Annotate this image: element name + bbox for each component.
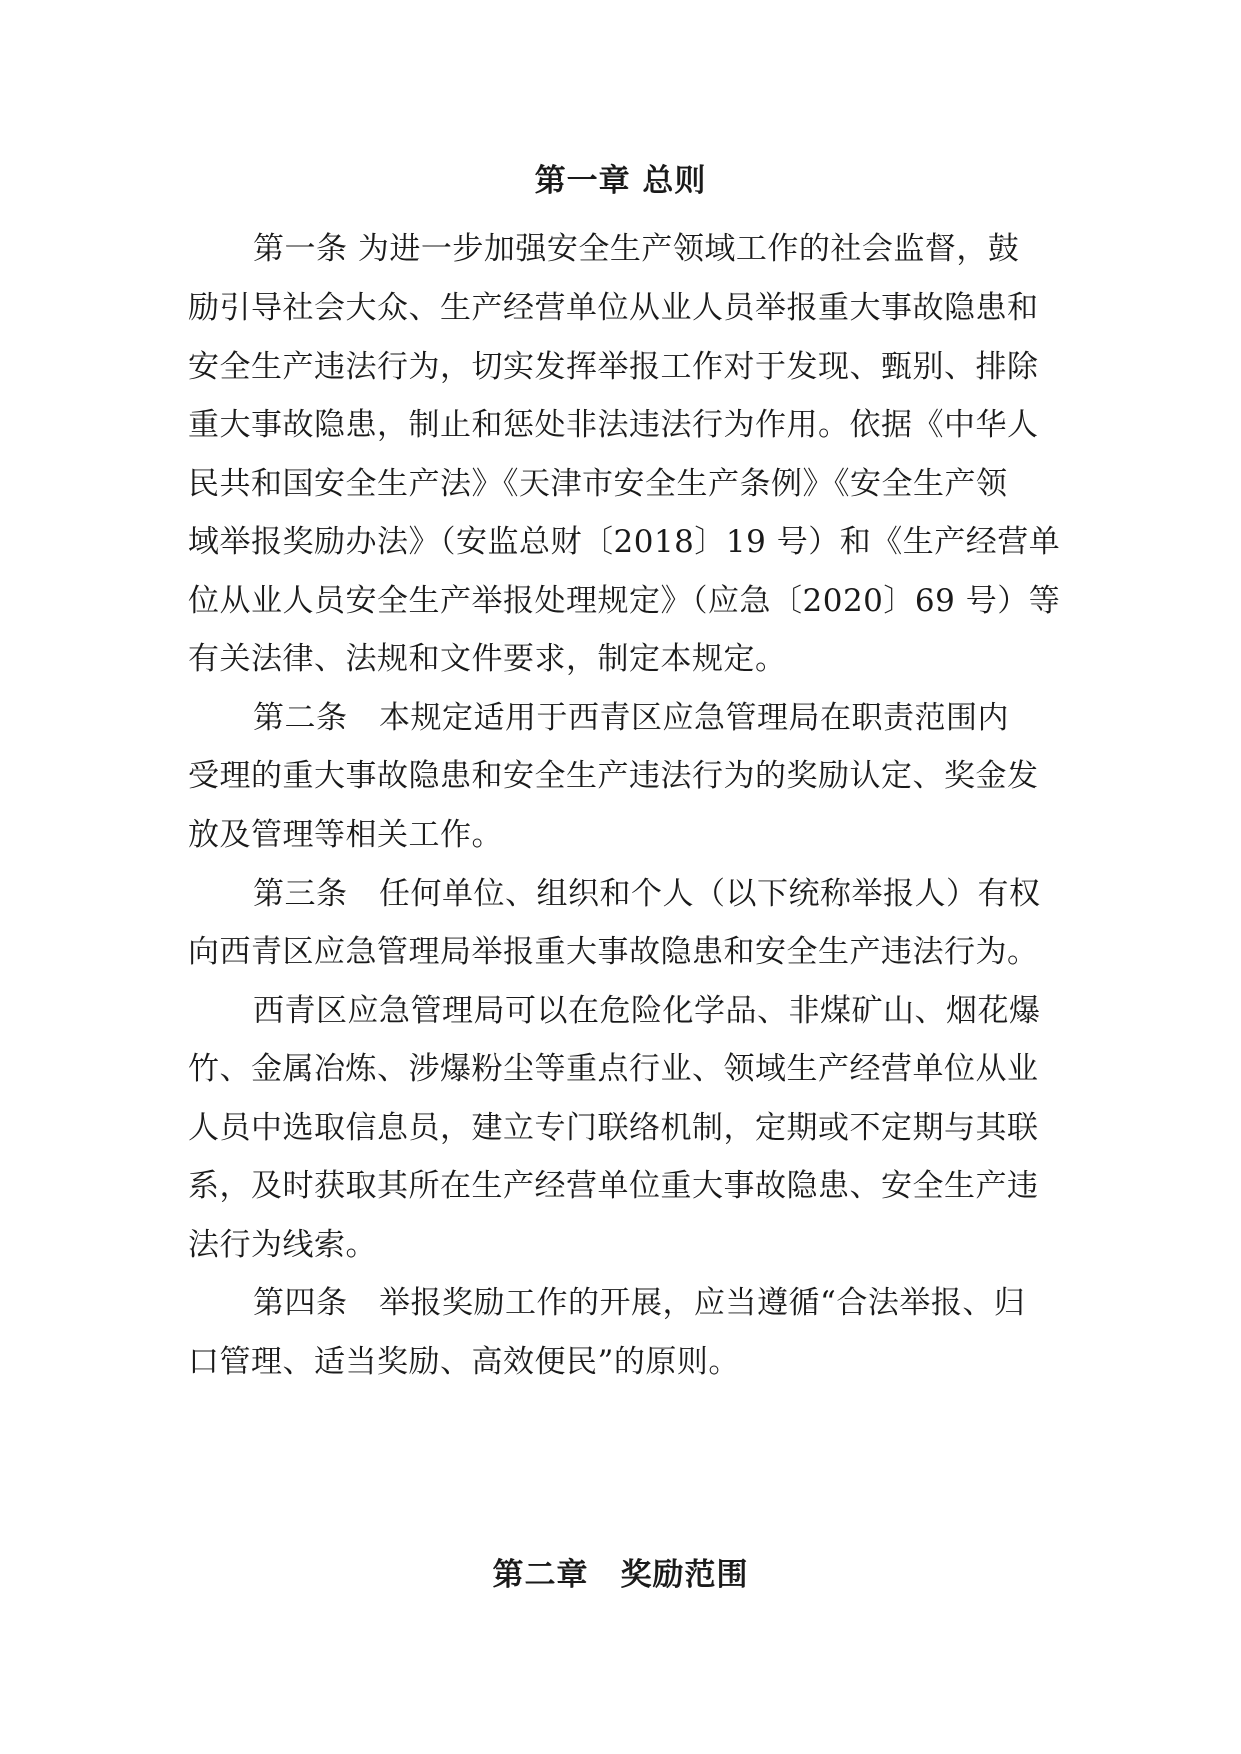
article-1-line-2: 励引导社会大众、生产经营单位从业人员举报重大事故隐患和 <box>188 290 1039 326</box>
article-2-line-2: 受理的重大事故隐患和安全生产违法行为的奖励认定、奖金发 <box>188 758 1039 794</box>
article-1-line-1: 第一条 为进一步加强安全生产领域工作的社会监督，鼓 <box>253 231 1020 267</box>
article-1-line-3: 安全生产违法行为，切实发挥举报工作对于发现、甄别、排除 <box>188 349 1039 385</box>
article-2-line-3: 放及管理等相关工作。 <box>188 817 503 853</box>
article-3-line-2: 向西青区应急管理局举报重大事故隐患和安全生产违法行为。 <box>188 934 1039 970</box>
article-2-line-1: 第二条 本规定适用于西青区应急管理局在职责范围内 <box>253 700 1009 736</box>
article-3-para2-line-2: 竹、金属冶炼、涉爆粉尘等重点行业、领域生产经营单位从业 <box>188 1051 1039 1087</box>
article-3-para2-line-3: 人员中选取信息员，建立专门联络机制，定期或不定期与其联 <box>188 1110 1039 1146</box>
article-3-line-1: 第三条 任何单位、组织和个人（以下统称举报人）有权 <box>253 876 1041 912</box>
article-1-line-5: 民共和国安全生产法》《天津市安全生产条例》《安全生产领 <box>188 466 1008 502</box>
chapter-1-title: 第一章 总则 <box>534 163 707 199</box>
article-1-line-7: 位从业人员安全生产举报处理规定》（应急〔2020〕69 号）等 <box>188 583 1061 619</box>
article-1-line-8: 有关法律、法规和文件要求，制定本规定。 <box>188 641 787 677</box>
article-3-para2-line-5: 法行为线索。 <box>188 1227 377 1263</box>
article-4-line-1: 第四条 举报奖励工作的开展，应当遵循“合法举报、归 <box>253 1285 1026 1321</box>
article-3-para2-line-1: 西青区应急管理局可以在危险化学品、非煤矿山、烟花爆 <box>253 993 1041 1029</box>
article-1-line-6: 域举报奖励办法》（安监总财〔2018〕19 号）和《生产经营单 <box>188 524 1061 560</box>
article-4-line-2: 口管理、适当奖励、高效便民”的原则。 <box>188 1344 740 1380</box>
article-3-para2-line-4: 系，及时获取其所在生产经营单位重大事故隐患、安全生产违 <box>188 1168 1039 1204</box>
article-1-line-4: 重大事故隐患，制止和惩处非法违法行为作用。依据《中华人 <box>188 407 1039 443</box>
chapter-2-title: 第二章 奖励范围 <box>492 1557 749 1593</box>
